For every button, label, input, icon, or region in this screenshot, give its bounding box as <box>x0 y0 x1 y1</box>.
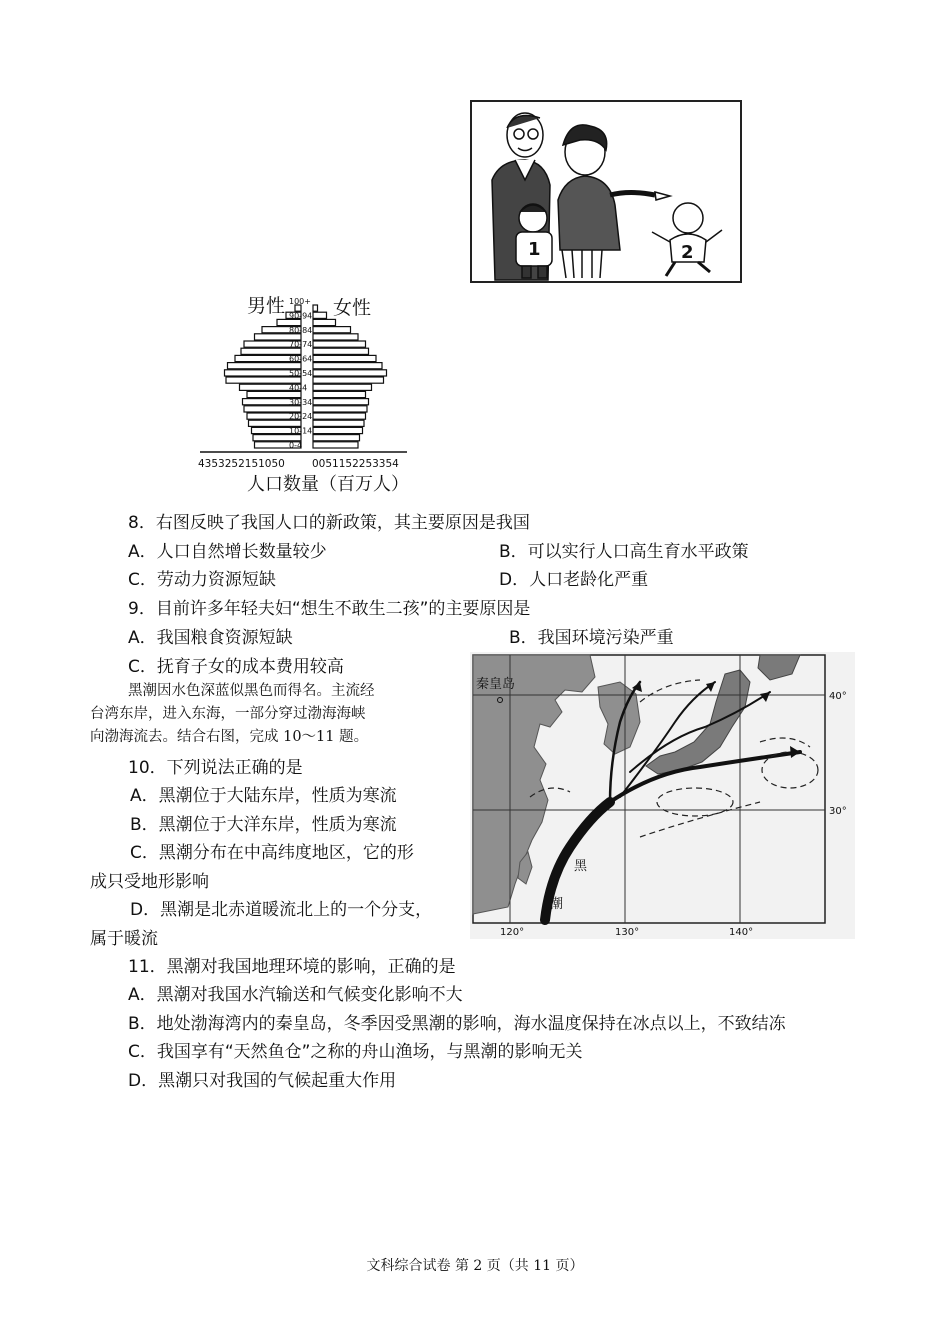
pyramid-female-bar <box>313 399 369 405</box>
q10-option-b[interactable]: B．黑潮位于大洋东岸，性质为寒流 <box>130 815 397 835</box>
pyramid-female-bar <box>313 319 336 325</box>
pyramid-female-bar <box>313 355 376 361</box>
q10-option-d-cont: 属于暖流 <box>90 929 158 949</box>
x-ticks-left: 4353252151050 <box>198 458 285 470</box>
pyramid-age-label: 70-74 <box>289 340 313 350</box>
lat-30-label: 30° <box>829 806 847 817</box>
pyramid-female-bar <box>313 435 360 441</box>
pyramid-female-bar <box>313 427 363 433</box>
q8-option-c[interactable]: C．劳动力资源短缺 <box>128 570 276 590</box>
q11-stem: 11．黑潮对我国地理环境的影响，正确的是 <box>128 957 456 977</box>
population-pyramid <box>195 290 420 500</box>
kuroshio-map <box>470 652 855 939</box>
pyramid-female-bar <box>313 348 369 354</box>
q10-option-a[interactable]: A．黑潮位于大陆东岸，性质为寒流 <box>130 786 397 806</box>
female-label: 女性 <box>333 297 372 319</box>
lon-130-label: 130° <box>615 927 640 938</box>
pyramid-age-label: 0-4 <box>289 441 303 450</box>
pyramid-age-label: 100+ <box>289 297 311 306</box>
pyramid-age-label: 80-84 <box>289 325 313 335</box>
pyramid-female-bar <box>313 384 372 390</box>
cartoon-figure <box>470 100 742 283</box>
q10-stem: 10．下列说法正确的是 <box>128 758 303 778</box>
pyramid-female-bar <box>313 334 358 340</box>
pyramid-age-label: 40-4 <box>289 383 308 393</box>
q11-option-b[interactable]: B．地处渤海湾内的秦皇岛，冬季因受黑潮的影响，海水温度保持在冰点以上，不致结冻 <box>128 1014 786 1034</box>
current-label-2: 潮 <box>550 897 564 912</box>
child-one-number: 1 <box>528 239 541 260</box>
pyramid-age-label: 50-54 <box>289 369 313 378</box>
city-label: 秦皇岛 <box>476 677 516 692</box>
q11-option-d[interactable]: D．黑潮只对我国的气候起重大作用 <box>128 1071 397 1091</box>
pyramid-female-bar <box>313 406 367 412</box>
pyramid-female-bar <box>313 312 327 318</box>
pyramid-female-bar <box>313 370 387 376</box>
x-ticks-right: 0051152253354 <box>312 458 399 470</box>
passage-line-3: 向渤海流去。结合右图，完成 10～11 题。 <box>90 729 369 745</box>
q8-option-b[interactable]: B．可以实行人口高生育水平政策 <box>499 542 749 562</box>
male-label: 男性 <box>247 295 286 317</box>
passage-line-2: 台湾东岸，进入东海，一部分穿过渤海海峡 <box>90 706 366 722</box>
pyramid-female-bar <box>313 377 384 383</box>
pyramid-female-bar <box>313 413 366 419</box>
pyramid-female-bar <box>313 363 382 369</box>
q11-option-c[interactable]: C．我国享有“天然鱼仓”之称的舟山渔场，与黑潮的影响无关 <box>128 1042 583 1062</box>
lon-120-label: 120° <box>500 927 525 938</box>
q9-option-b[interactable]: B．我国环境污染严重 <box>509 628 674 648</box>
pyramid-female-bar <box>313 341 366 347</box>
child-two-number: 2 <box>681 242 694 263</box>
current-label-1: 黑 <box>574 859 588 874</box>
q8-stem: 8．右图反映了我国人口的新政策，其主要原因是我国 <box>128 513 530 533</box>
q9-stem: 9．目前许多年轻夫妇“想生不敢生二孩”的主要原因是 <box>128 599 531 619</box>
pyramid-female-bar <box>313 327 351 333</box>
pyramid-female-bar <box>313 391 366 397</box>
passage-line-1: 黑潮因水色深蓝似黑色而得名。主流经 <box>128 683 375 699</box>
q10-option-d[interactable]: D．黑潮是北赤道暖流北上的一个分支， <box>130 900 433 920</box>
pyramid-age-label: 30-34 <box>289 397 313 407</box>
lat-40-label: 40° <box>829 691 847 702</box>
pyramid-age-label: 90-94 <box>289 311 313 321</box>
pyramid-age-label: 10-14 <box>289 426 313 436</box>
pyramid-female-bar <box>313 442 358 448</box>
q10-option-c-cont: 成只受地形影响 <box>90 872 209 892</box>
q9-option-a[interactable]: A．我国粮食资源短缺 <box>128 628 293 648</box>
lon-140-label: 140° <box>729 927 754 938</box>
pyramid-age-label: 60-64 <box>289 354 313 364</box>
q8-option-d[interactable]: D．人口老龄化严重 <box>499 570 649 590</box>
q11-option-a[interactable]: A．黑潮对我国水汽输送和气候变化影响不大 <box>128 985 463 1005</box>
pyramid-axis-title: 人口数量（百万人） <box>247 474 409 495</box>
page-footer: 文科综合试卷 第 2 页（共 11 页） <box>366 1258 584 1274</box>
q9-option-c[interactable]: C．抚育子女的成本费用较高 <box>128 657 344 677</box>
pyramid-female-bar <box>313 420 364 426</box>
pyramid-age-label: 20-24 <box>289 412 313 422</box>
q10-option-c[interactable]: C．黑潮分布在中高纬度地区，它的形 <box>130 843 414 863</box>
pyramid-age-labels <box>289 297 312 450</box>
pyramid-female-bar <box>313 305 318 311</box>
q8-option-a[interactable]: A．人口自然增长数量较少 <box>128 542 327 562</box>
